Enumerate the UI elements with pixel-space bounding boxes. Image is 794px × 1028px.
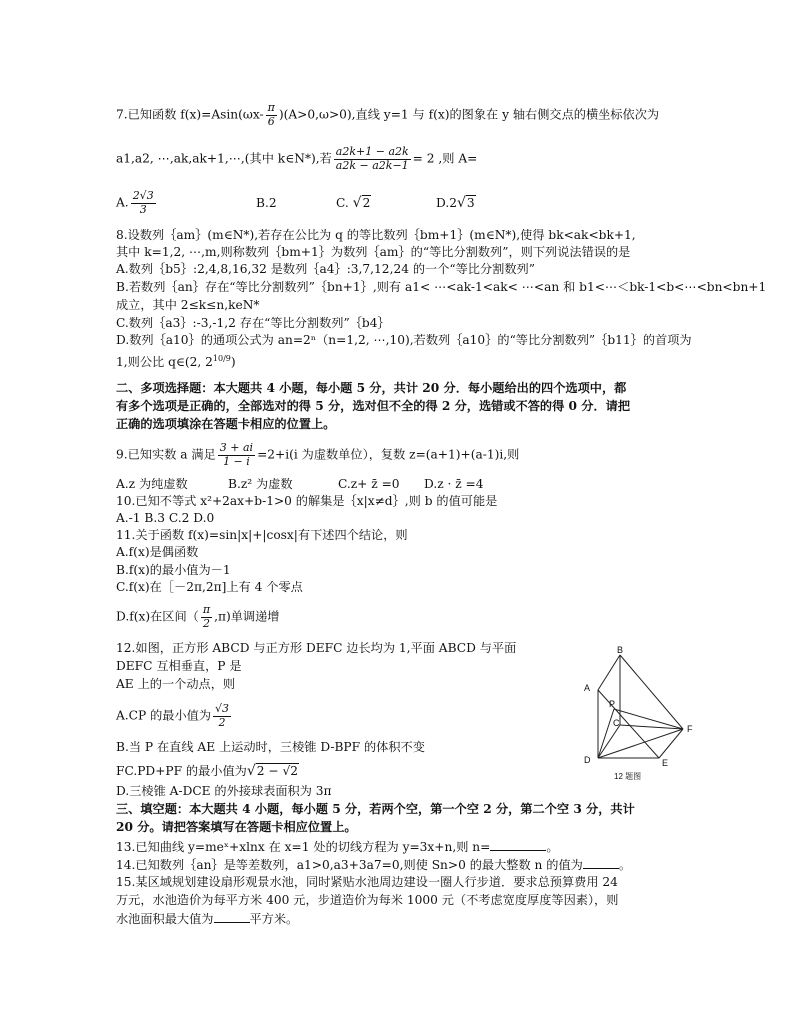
q10-line1: 10.已知不等式 x²+2ax+b-1>0 的解集是｛x|x≠d｝,则 b 的值可能是	[116, 494, 498, 508]
section3-heading: 三、填空题：本大题共 4 小题，每小题 5 分，若两个空，第一个空 2 分，第二个空 3 分，共计	[116, 802, 635, 816]
q10-options: A.-1 B.3 C.2 D.0	[116, 511, 215, 525]
q9-line1: 9.已知实数 a 满足 $\frac{3 + ai}{1 - i}$ =2+i(i 为虚数单位），复数 z=(a+1)+(a-1)i,则	[116, 441, 520, 468]
q7-line2: a1,a2, ⋯,ak,ak+1,⋯,(其中 k∈N*),若 $\frac{a2k+1 - a2k}{a2k - a2k-1}$ = 2 ,则 A=	[116, 145, 478, 172]
q14: 14.已知数列｛an｝是等差数列，a1>0,a3+3a7=0,则使 Sn>0 的最大整数 n 的值为 。	[116, 858, 632, 872]
q11-option-a: A.f(x)是偶函数	[116, 545, 199, 559]
q9-options	[116, 477, 484, 492]
segment-BF	[620, 655, 683, 729]
q7-option-b: B.2	[256, 195, 277, 210]
q7-ratio: $\frac{a2k+1 - a2k}{a2k - a2k-1}$	[335, 145, 409, 172]
q12-option-a-fraction: $\frac{√3}{2}$	[215, 702, 230, 729]
edge-AB	[598, 655, 620, 690]
section2-heading: 二、多项选择题：本大题共 4 小题，每小题 5 分，共计 20 分．每小题给出的四个选项中，都	[116, 381, 627, 395]
q12-line1: 12.如图，正方形 ABCD 与正方形 DEFC 边长均为 1,平面 ABCD 与平面	[116, 641, 517, 655]
q7-pi-over-6: $\frac{\pi}{6}$	[267, 101, 275, 128]
q9-option-c: C.z+ z̄ =0	[338, 477, 400, 491]
figure-caption: 12 题图	[614, 772, 642, 781]
q12-option-a: A.CP 的最小值为 $\frac{√3}{2}$	[116, 702, 230, 729]
segment-DF	[598, 729, 683, 758]
label-C: C	[613, 718, 620, 728]
section3-line2: 20 分。请把答案填写在答题卡相应位置上。	[116, 820, 357, 834]
q8-line8: 1,则公比 q∈(2, $2^{10/9}$)	[116, 354, 236, 370]
section2-line2: 有多个选项是正确的，全部选对的得 5 分，选对但不全的得 2 分，选错或不答的得 0 分．请把	[116, 399, 631, 413]
q8-option-b: B.若数列｛an｝存在“等比分割数列”｛bn+1｝,则有 a1< ⋯<ak-1<ak< ⋯<an 和 b1<⋯＜bk-1<b<⋯<bn<bn+1	[116, 280, 767, 294]
q12-option-b: B.当 P 在直线 AE 上运动时，三棱锥 D-BPF 的体积不变	[116, 740, 425, 754]
section2-line3: 正确的选项填涂在答题卡相应的位置上。	[116, 417, 336, 431]
q15-answer-blank[interactable]	[214, 911, 250, 923]
segment-DP	[598, 709, 614, 758]
label-P: P	[609, 699, 616, 709]
q7-option-a: A. $\frac{2√3}{3}$	[116, 189, 154, 216]
q12-option-d: D.三棱锥 A-DCE 的外接球表面积为 3π	[116, 784, 332, 798]
q8-line5: 成立，其中 2≤k≤n,keN*	[116, 298, 260, 312]
radical-sign-icon: √	[246, 763, 256, 779]
q11-option-d: D.f(x)在区间（ $\frac{\pi}{2}$ ,π)单调递增	[116, 603, 280, 630]
q12-line2: DEFC 互相垂直，P 是	[116, 659, 242, 673]
q7-line1: 7.已知函数 f(x)=Asin(ωx- $\frac{\pi}{6}$ )(A>0,ω>0),直线 y=1 与 f(x)的图象在 y 轴右侧交点的横坐标依次为	[116, 101, 660, 128]
q7-option-d: D.2√3	[436, 194, 475, 211]
q8-option-a: A.数列｛b5｝:2,4,8,16,32 是数列｛a4｝:3,7,12,24 的一个“等比分割数列”	[116, 262, 535, 276]
q7-option-c: C. √2	[336, 194, 371, 211]
q11-option-b: B.f(x)的最小值为－1	[116, 563, 231, 577]
radical-sign-icon: √	[352, 194, 362, 211]
q7-option-a-fraction: $\frac{2√3}{3}$	[132, 189, 154, 216]
q12-option-c: FC.PD+PF 的最小值为√2 − √2	[116, 763, 299, 779]
label-B: B	[617, 645, 624, 655]
q8-option-c: C.数列｛a3｝:-3,-1,2 存在“等比分割数列”｛b4｝	[116, 316, 390, 330]
label-E: E	[662, 758, 669, 768]
q8-line2: 其中 k=1,2, ⋯,m,则称数列｛bm+1｝为数列｛am｝的“等比分割数列”，则下列说法错误的是	[116, 245, 631, 259]
q11-pi-over-2: $\frac{\pi}{2}$	[202, 603, 211, 630]
q15-line2: 万元，水池造价为每平方米 400 元，步道造价为每米 1000 元（不考虑宽度厚度等因素），则	[116, 893, 619, 907]
label-D: D	[584, 755, 591, 765]
q15-line3: 水池面积最大值为 平方米。	[116, 912, 299, 926]
label-F: F	[687, 724, 693, 734]
q14-answer-blank[interactable]	[583, 857, 619, 869]
q12-geometry-figure	[576, 645, 706, 785]
label-A: A	[584, 683, 591, 693]
q13: 13.已知曲线 y=meˣ+xlnx 在 x=1 处的切线方程为 y=3x+n,则 n= 。	[116, 840, 559, 854]
q12-line3: AE 上的一个动点，则	[116, 677, 236, 691]
q15-line1: 15.某区域规划建设扇形观景水池，同时紧贴水池周边建设一圈人行步道．要求总预算费用 24	[116, 875, 618, 889]
q9-option-a: A.z 为纯虚数	[116, 477, 188, 491]
q7-options	[116, 190, 476, 216]
q9-fraction: $\frac{3 + ai}{1 - i}$	[219, 441, 254, 468]
q9-option-b: B.z² 为虚数	[228, 477, 293, 491]
q8-option-d: D.数列｛a10｝的通项公式为 an=2ⁿ（n=1,2, ⋯,10),若数列｛a10｝的“等比分割数列”｛b11｝的首项为	[116, 333, 692, 347]
radical-sign-icon: √	[456, 194, 466, 211]
q13-answer-blank[interactable]	[490, 839, 546, 851]
q11-option-c: C.f(x)在［－2π,2π]上有 4 个零点	[116, 580, 303, 594]
q9-option-d: D.z · z̄ =4	[424, 477, 484, 491]
q8-line1: 8.设数列｛am｝(m∈N*),若存在公比为 q 的等比数列｛bm+1｝(m∈N*),使得 bk<ak<bk+1,	[116, 228, 636, 242]
edge-DC	[598, 725, 620, 758]
q11-line1: 11.关于函数 f(x)=sin|x|+|cosx|有下述四个结论，则	[116, 528, 408, 542]
